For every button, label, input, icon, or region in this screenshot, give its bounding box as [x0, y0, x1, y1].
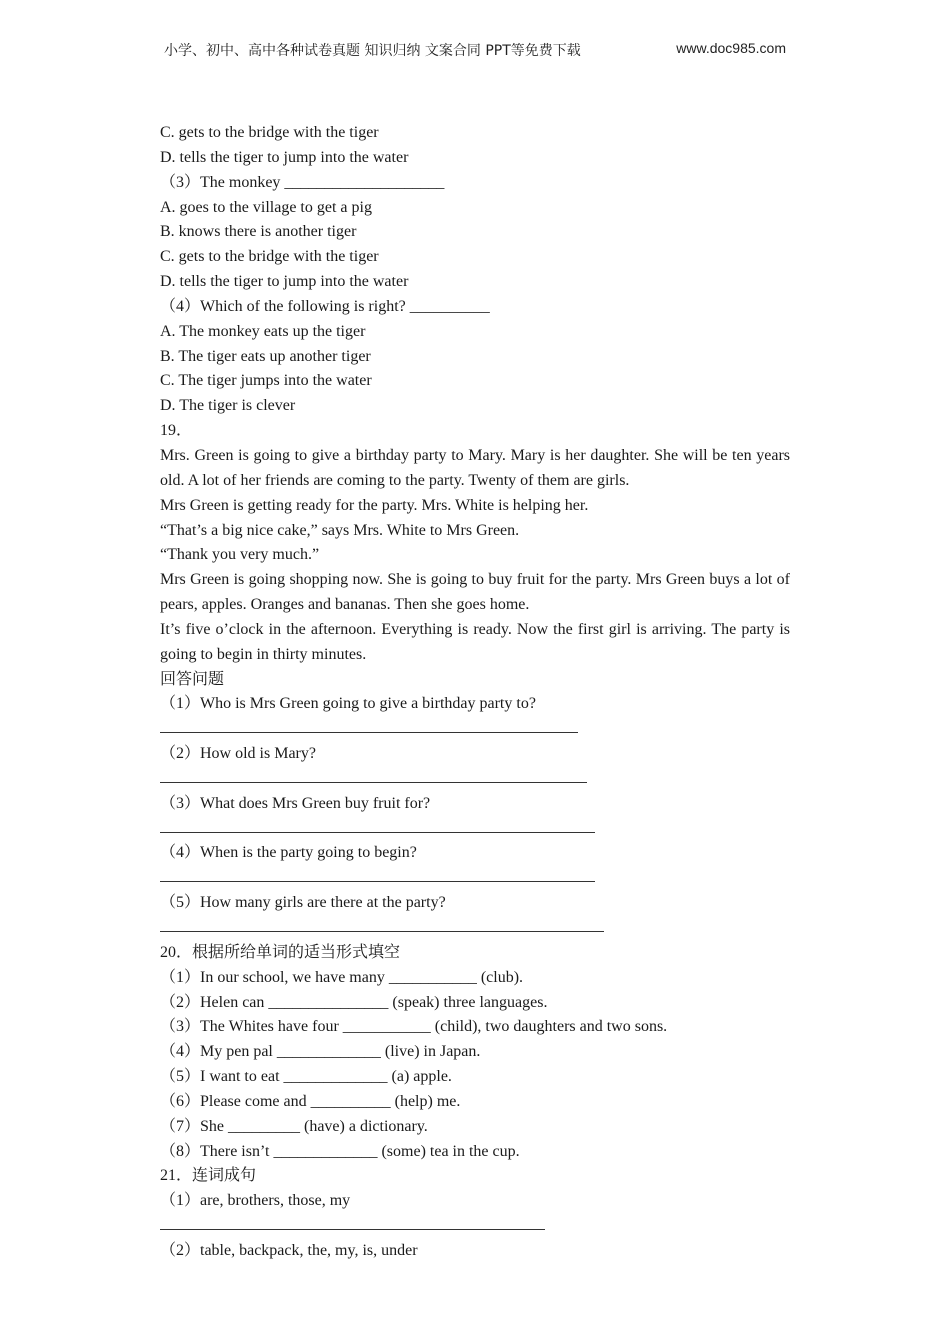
q21-item-2: （2）table, backpack, the, my, is, under [160, 1241, 418, 1259]
q18-2-option-d: D. tells the tiger to jump into the water [160, 148, 409, 166]
page-header [164, 40, 786, 60]
q19-answer-line-3[interactable] [160, 817, 790, 842]
q18-3-stem: （3）The monkey ____________________ [160, 173, 445, 191]
q20-item-3: （3）The Whites have four ___________ (child), two daughters and two sons. [160, 1018, 668, 1036]
q18-4-option-d: D. The tiger is clever [160, 397, 296, 415]
q18-3-option-b: B. knows there is another tiger [160, 223, 357, 241]
q21-answer-line-1[interactable] [160, 1214, 790, 1239]
q19-passage-p1: Mrs. Green is going to give a birthday party to Mary. Mary is her daughter. She will be ten years old. A lot of her friends are coming to the party. Twenty of them are girls. [160, 446, 790, 489]
q19-passage-p2: Mrs Green is getting ready for the party. Mrs. White is helping her. [160, 496, 589, 514]
q19-question-1: （1）Who is Mrs Green going to give a birthday party to? [160, 695, 536, 713]
q21-item-1: （1）are, brothers, those, my [160, 1192, 351, 1210]
q19-number: 19． [160, 422, 193, 440]
q20-title: 20．根据所给单词的适当形式填空 [160, 943, 401, 961]
q19-answer-line-5[interactable] [160, 916, 790, 941]
q18-3-option-c: C. gets to the bridge with the tiger [160, 248, 379, 266]
q20-item-8: （8）There isn’t _____________ (some) tea in the cup. [160, 1142, 520, 1160]
document-body [160, 121, 790, 1264]
q18-4-stem: （4）Which of the following is right? __________ [160, 297, 490, 315]
q19-answer-line-2[interactable] [160, 767, 790, 792]
q20-item-4: （4）My pen pal _____________ (live) in Japan. [160, 1043, 481, 1061]
header-site-link[interactable]: www.doc985.com [676, 40, 786, 56]
q19-question-4: （4）When is the party going to begin? [160, 844, 417, 862]
q20-item-5: （5）I want to eat _____________ (a) apple. [160, 1068, 452, 1086]
q19-passage-p4: “Thank you very much.” [160, 546, 320, 564]
q18-3-option-d: D. tells the tiger to jump into the water [160, 273, 409, 291]
q18-4-option-c: C. The tiger jumps into the water [160, 372, 372, 390]
q18-3-option-a: A. goes to the village to get a pig [160, 198, 372, 216]
q19-answer-line-4[interactable] [160, 866, 790, 891]
header-promo-text: 小学、初中、高中各种试卷真题 知识归纳 文案合同 PPT等免费下载 [164, 43, 581, 59]
q20-item-1: （1）In our school, we have many ___________ (club). [160, 968, 524, 986]
q21-title: 21．连词成句 [160, 1167, 257, 1185]
q18-4-option-a: A. The monkey eats up the tiger [160, 322, 366, 340]
q19-question-2: （2）How old is Mary? [160, 745, 316, 763]
q19-question-5: （5）How many girls are there at the party? [160, 894, 446, 912]
q18-4-option-b: B. The tiger eats up another tiger [160, 347, 371, 365]
q18-2-option-c: C. gets to the bridge with the tiger [160, 124, 379, 141]
q19-passage-p5: Mrs Green is going shopping now. She is going to buy fruit for the party. Mrs Green buys a lot of pears, apples. Oranges and bananas. Then she goes home. [160, 571, 790, 614]
q20-item-7: （7）She _________ (have) a dictionary. [160, 1117, 428, 1135]
q19-question-3: （3）What does Mrs Green buy fruit for? [160, 794, 431, 812]
q19-passage-p6: It’s five o’clock in the afternoon. Everything is ready. Now the first girl is arriving. The party is going to begin in thirty minutes. [160, 620, 790, 663]
q19-answer-line-1[interactable] [160, 717, 790, 742]
q20-item-2: （2）Helen can _______________ (speak) three languages. [160, 993, 548, 1011]
q20-item-6: （6）Please come and __________ (help) me. [160, 1092, 461, 1110]
q19-instruction: 回答问题 [160, 670, 225, 688]
q19-passage-p3: “That’s a big nice cake,” says Mrs. White to Mrs Green. [160, 521, 520, 539]
